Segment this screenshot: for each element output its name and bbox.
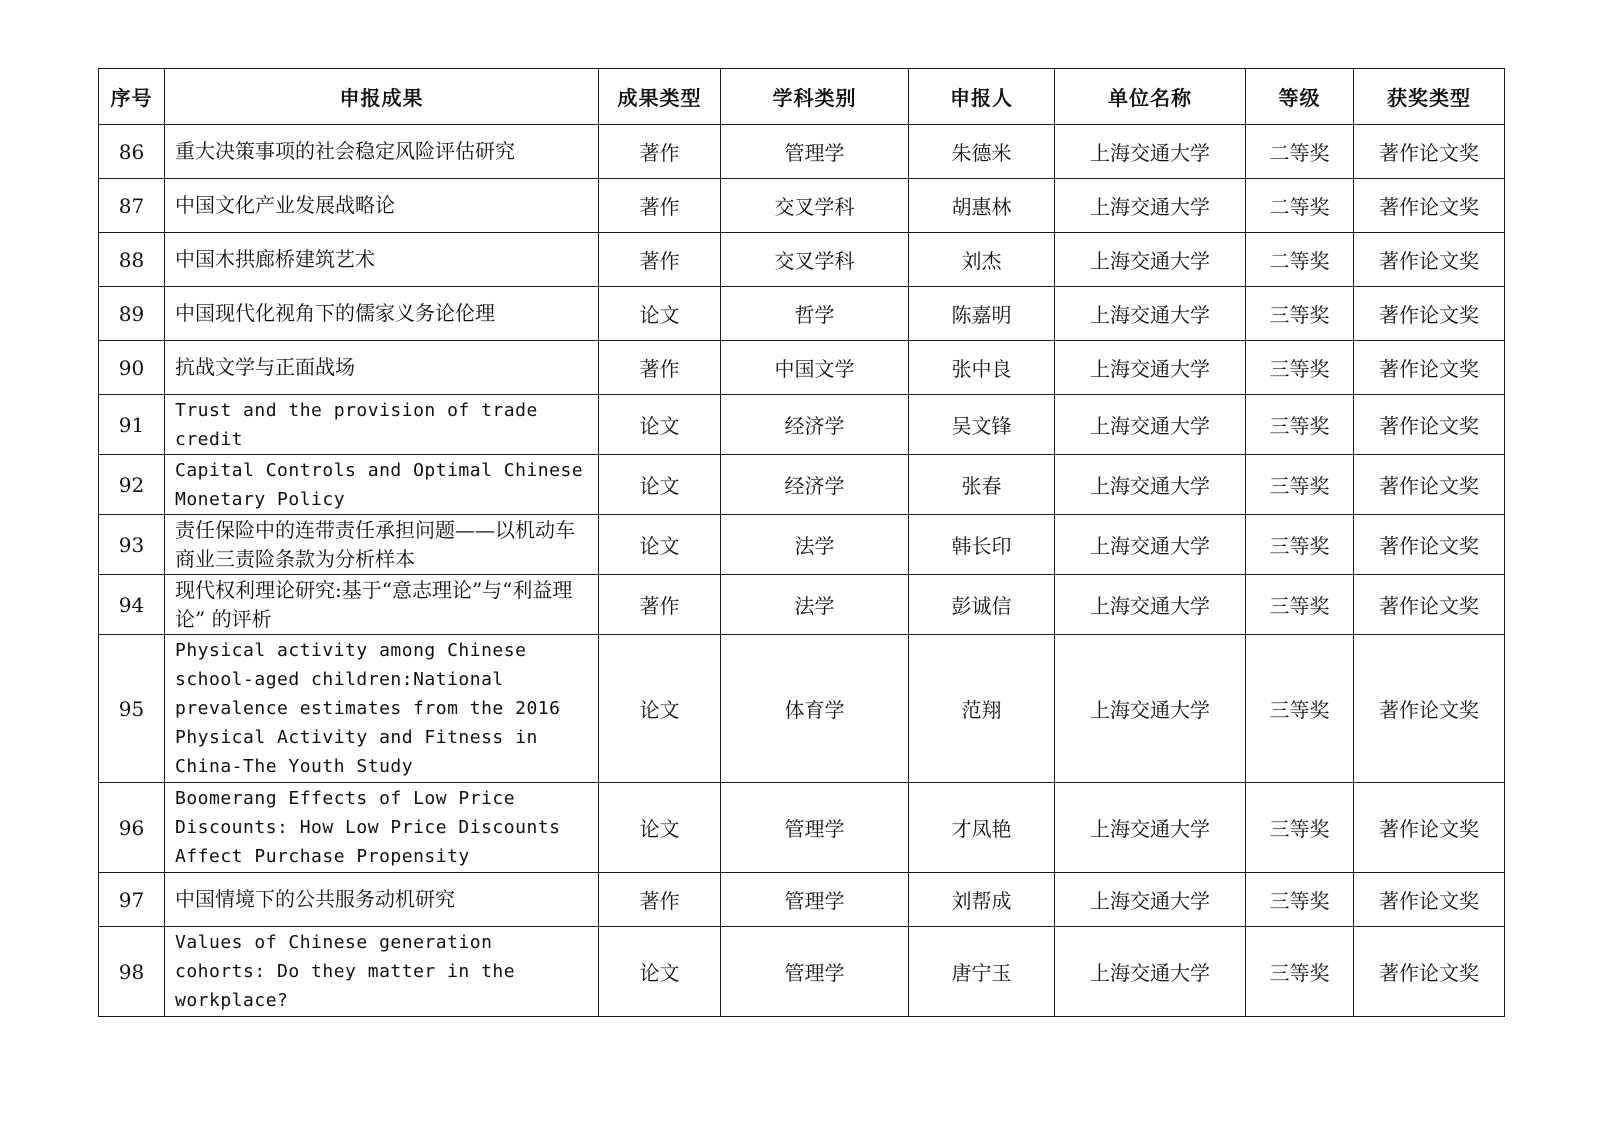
cell-applicant: 范翔 [909,635,1055,783]
cell-award: 著作论文奖 [1354,783,1505,873]
awards-table [98,68,1505,1017]
cell-title: 责任保险中的连带责任承担问题——以机动车商业三责险条款为分析样本 [165,515,599,575]
table-row [99,395,1505,455]
table-row [99,287,1505,341]
cell-grade: 二等奖 [1246,125,1354,179]
cell-subject: 管理学 [721,873,909,927]
cell-award: 著作论文奖 [1354,455,1505,515]
cell-title: Capital Controls and Optimal Chinese Monetary Policy [165,455,599,515]
cell-award: 著作论文奖 [1354,179,1505,233]
cell-grade: 三等奖 [1246,287,1354,341]
header-no: 序号 [99,69,165,125]
header-applicant: 申报人 [909,69,1055,125]
header-title: 申报成果 [165,69,599,125]
cell-grade: 三等奖 [1246,873,1354,927]
cell-award: 著作论文奖 [1354,515,1505,575]
header-row [99,69,1505,125]
cell-type: 论文 [599,783,721,873]
table-row [99,179,1505,233]
cell-grade: 三等奖 [1246,783,1354,873]
cell-grade: 三等奖 [1246,455,1354,515]
cell-no: 88 [99,233,165,287]
table-body [99,125,1505,1017]
cell-type: 著作 [599,341,721,395]
cell-unit: 上海交通大学 [1055,873,1246,927]
cell-applicant: 吴文锋 [909,395,1055,455]
cell-subject: 经济学 [721,395,909,455]
cell-type: 论文 [599,455,721,515]
cell-grade: 三等奖 [1246,395,1354,455]
cell-title: 中国情境下的公共服务动机研究 [165,873,599,927]
cell-title: 中国文化产业发展战略论 [165,179,599,233]
cell-no: 86 [99,125,165,179]
cell-unit: 上海交通大学 [1055,395,1246,455]
cell-applicant: 刘帮成 [909,873,1055,927]
cell-grade: 三等奖 [1246,927,1354,1017]
cell-unit: 上海交通大学 [1055,233,1246,287]
cell-no: 95 [99,635,165,783]
cell-applicant: 陈嘉明 [909,287,1055,341]
cell-applicant: 韩长印 [909,515,1055,575]
cell-applicant: 刘杰 [909,233,1055,287]
cell-grade: 二等奖 [1246,179,1354,233]
cell-award: 著作论文奖 [1354,287,1505,341]
cell-subject: 哲学 [721,287,909,341]
cell-title: Trust and the provision of trade credit [165,395,599,455]
cell-award: 著作论文奖 [1354,125,1505,179]
cell-unit: 上海交通大学 [1055,783,1246,873]
cell-subject: 中国文学 [721,341,909,395]
cell-title: 重大决策事项的社会稳定风险评估研究 [165,125,599,179]
table-row [99,455,1505,515]
table-row [99,873,1505,927]
cell-applicant: 朱德米 [909,125,1055,179]
cell-award: 著作论文奖 [1354,927,1505,1017]
cell-unit: 上海交通大学 [1055,635,1246,783]
table-row [99,341,1505,395]
table-row [99,515,1505,575]
cell-award: 著作论文奖 [1354,635,1505,783]
cell-unit: 上海交通大学 [1055,179,1246,233]
cell-applicant: 胡惠林 [909,179,1055,233]
cell-applicant: 彭诚信 [909,575,1055,635]
cell-unit: 上海交通大学 [1055,927,1246,1017]
cell-no: 87 [99,179,165,233]
cell-subject: 法学 [721,575,909,635]
cell-unit: 上海交通大学 [1055,455,1246,515]
table-row [99,575,1505,635]
cell-title: 中国木拱廊桥建筑艺术 [165,233,599,287]
table-row [99,783,1505,873]
cell-grade: 三等奖 [1246,515,1354,575]
cell-no: 89 [99,287,165,341]
cell-grade: 三等奖 [1246,635,1354,783]
cell-no: 90 [99,341,165,395]
table-row [99,233,1505,287]
cell-title: 中国现代化视角下的儒家义务论伦理 [165,287,599,341]
header-award: 获奖类型 [1354,69,1505,125]
cell-grade: 三等奖 [1246,341,1354,395]
cell-title: Values of Chinese generation cohorts: Do they matter in the workplace? [165,927,599,1017]
cell-no: 96 [99,783,165,873]
cell-subject: 体育学 [721,635,909,783]
cell-title: Physical activity among Chinese school-aged children:National prevalence estimates from the 2016 Physical Activity and Fitness in China-The Youth Study [165,635,599,783]
cell-type: 论文 [599,515,721,575]
cell-unit: 上海交通大学 [1055,125,1246,179]
cell-type: 论文 [599,927,721,1017]
cell-type: 著作 [599,575,721,635]
cell-no: 98 [99,927,165,1017]
cell-type: 论文 [599,287,721,341]
cell-unit: 上海交通大学 [1055,341,1246,395]
header-type: 成果类型 [599,69,721,125]
cell-subject: 管理学 [721,927,909,1017]
cell-type: 著作 [599,179,721,233]
cell-grade: 三等奖 [1246,575,1354,635]
cell-type: 论文 [599,635,721,783]
cell-unit: 上海交通大学 [1055,575,1246,635]
cell-award: 著作论文奖 [1354,341,1505,395]
cell-subject: 管理学 [721,783,909,873]
cell-subject: 经济学 [721,455,909,515]
cell-subject: 交叉学科 [721,179,909,233]
cell-no: 91 [99,395,165,455]
cell-title: 现代权利理论研究:基于“意志理论”与“利益理论” 的评析 [165,575,599,635]
table-row [99,635,1505,783]
cell-award: 著作论文奖 [1354,575,1505,635]
cell-type: 著作 [599,873,721,927]
cell-no: 94 [99,575,165,635]
cell-award: 著作论文奖 [1354,233,1505,287]
cell-type: 著作 [599,233,721,287]
cell-subject: 交叉学科 [721,233,909,287]
cell-title: 抗战文学与正面战场 [165,341,599,395]
cell-no: 97 [99,873,165,927]
cell-type: 著作 [599,125,721,179]
header-grade: 等级 [1246,69,1354,125]
cell-grade: 二等奖 [1246,233,1354,287]
cell-title: Boomerang Effects of Low Price Discounts: How Low Price Discounts Affect Purchase Propensity [165,783,599,873]
cell-award: 著作论文奖 [1354,395,1505,455]
cell-no: 92 [99,455,165,515]
table-row [99,125,1505,179]
cell-no: 93 [99,515,165,575]
cell-unit: 上海交通大学 [1055,287,1246,341]
table-header [99,69,1505,125]
cell-unit: 上海交通大学 [1055,515,1246,575]
header-subject: 学科类别 [721,69,909,125]
cell-applicant: 张中良 [909,341,1055,395]
cell-applicant: 才凤艳 [909,783,1055,873]
header-unit: 单位名称 [1055,69,1246,125]
cell-applicant: 张春 [909,455,1055,515]
cell-applicant: 唐宁玉 [909,927,1055,1017]
cell-subject: 管理学 [721,125,909,179]
cell-award: 著作论文奖 [1354,873,1505,927]
cell-subject: 法学 [721,515,909,575]
table-row [99,927,1505,1017]
cell-type: 论文 [599,395,721,455]
